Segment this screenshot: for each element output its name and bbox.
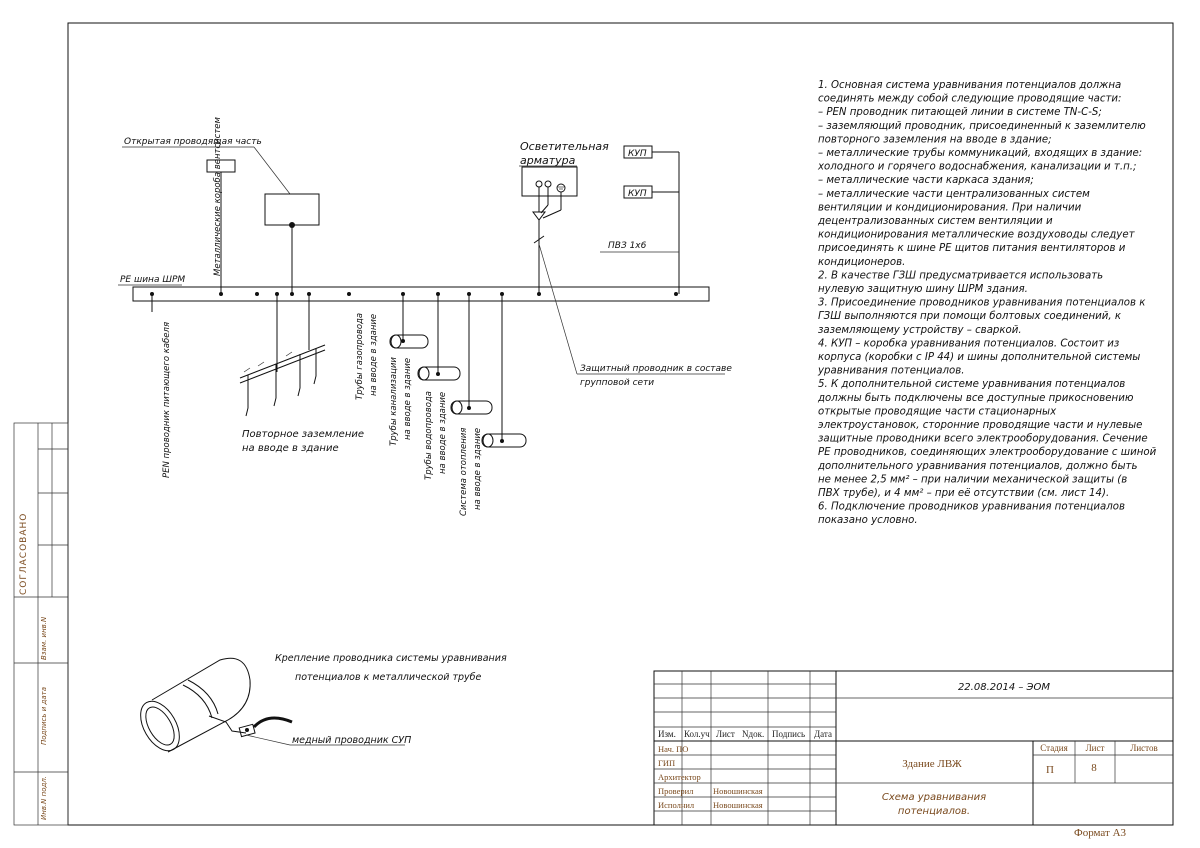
pipe-heating-label-2: на вводе в здание <box>473 427 483 510</box>
stage-value: П <box>1046 764 1054 776</box>
note-line: холодного и горячего водоснабжения, канализации и т.п.; <box>818 161 1137 173</box>
mount-title-2: потенциалов к металлической трубе <box>295 672 482 683</box>
hdr-sign: Подпись <box>772 729 806 739</box>
mount-detail <box>133 653 507 757</box>
lamp-label-2: арматура <box>520 154 576 167</box>
note-line: вентиляции и кондиционирования. При наличии <box>818 202 1082 214</box>
role-2: Архитектор <box>658 772 701 782</box>
hdr-sheet: Лист <box>716 729 735 739</box>
title-block <box>654 671 1173 825</box>
grounding-label-2: на вводе в здание <box>242 443 339 454</box>
note-line: 6. Подключение проводников уравнивания потенциалов <box>818 501 1125 513</box>
note-line: – металлические части каркаса здания; <box>818 175 1034 187</box>
sheet-title-2: потенциалов. <box>897 806 971 817</box>
role-3: Проверил <box>658 786 694 796</box>
name-3: Новошинская <box>713 786 763 796</box>
note-line: открытые проводящие части стационарных <box>818 406 1057 418</box>
pipe-heating <box>482 434 526 447</box>
role-0: Нач. ПО <box>658 744 689 754</box>
note-line: РЕ проводников, соединяющих электрооборудование с шиной <box>818 447 1157 459</box>
note-line: децентрализованных систем вентиляции и <box>818 216 1053 227</box>
note-line: – металлические части централизованных систем <box>818 188 1090 200</box>
left-strip <box>14 423 68 825</box>
inv-replace-label: Взам. инв.N <box>40 616 48 660</box>
inv-orig-label: Инв.N подл. <box>40 775 48 820</box>
agreed-label: СОГЛАСОВАНО <box>19 512 29 595</box>
note-line: 5. К дополнительной системе уравнивания потенциалов <box>818 379 1126 391</box>
role-4: Исполнил <box>658 800 695 810</box>
pipe-gas-label-2: на вводе в здание <box>369 313 379 396</box>
vent-label: Металлические короба вентсистем <box>213 117 223 276</box>
hdr-date: Дата <box>814 729 832 739</box>
open-part-label: Открытая проводящая часть <box>124 137 262 147</box>
note-line: корпуса (коробки с IP 44) и шины дополнительной системы <box>818 352 1141 363</box>
copper-label: медный проводник СУП <box>292 735 412 746</box>
note-line: должны быть подключены все доступные прикосновению <box>818 392 1134 404</box>
lamp-label-1: Осветительная <box>520 140 609 153</box>
sheet-value: 8 <box>1091 762 1097 774</box>
pe-bus-label: РЕ шина ШРМ <box>120 275 186 285</box>
cable-label: ПВЗ 1х6 <box>608 241 647 251</box>
sheet-title-1: Схема уравнивания <box>881 792 987 803</box>
pipe-water-label-1: Трубы водопровода <box>424 390 434 480</box>
open-part-box <box>265 194 319 225</box>
note-line: ГЗШ выполняются при помощи болтовых соединений, к <box>818 311 1122 323</box>
note-line: 4. КУП – коробка уравнивания потенциалов. Состоит из <box>818 338 1120 350</box>
note-line: присоединять к шине РЕ щитов питания вентиляторов и <box>818 243 1126 255</box>
building-name: Здание ЛВЖ <box>902 758 962 770</box>
note-line: – металлические трубы коммуникаций, входящих в здание: <box>818 148 1143 159</box>
note-line: дополнительного уравнивания потенциалов, должно быть <box>818 460 1138 472</box>
drawing-code: 22.08.2014 – ЭОМ <box>957 682 1051 693</box>
notes-block <box>817 80 1157 526</box>
note-line: кондиционирования металлические воздуховоды следует <box>818 229 1135 241</box>
note-line: уравнивания потенциалов. <box>818 365 965 377</box>
pipe-sewer-label-1: Трубы канализации <box>389 357 399 446</box>
mount-title-1: Крепление проводника системы уравнивания <box>275 653 507 664</box>
note-line: защитные проводники всего электрооборудования. Сечение <box>818 433 1148 445</box>
pen-label: PEN проводник питающего кабеля <box>162 321 172 478</box>
grounding-label-1: Повторное заземление <box>242 429 365 440</box>
note-line: соединять между собой следующие проводящие части: <box>818 93 1122 105</box>
kup-label-2: КУП <box>628 189 647 199</box>
stage-label: Стадия <box>1040 743 1068 753</box>
note-line: 1. Основная система уравнивания потенциалов должна <box>818 80 1122 91</box>
hdr-change: Изм. <box>658 729 676 739</box>
pipe-sewer-label-2: на вводе в здание <box>403 357 413 440</box>
note-line: ПВХ трубе), и 4 мм² – при её отсутствии (см. лист 14). <box>818 488 1110 499</box>
hdr-doc: Nдок. <box>742 729 765 739</box>
pipe-water <box>451 401 492 414</box>
note-line: кондиционеров. <box>818 256 906 268</box>
pipe-gas-label-1: Трубы газопровода <box>355 312 365 400</box>
note-line: повторного заземления на вводе в здание; <box>818 134 1052 146</box>
note-line: не менее 2,5 мм² – при наличии механической защиты (в <box>818 474 1128 486</box>
name-4: Новошинская <box>713 800 763 810</box>
note-line: показано условно. <box>818 515 918 527</box>
protective-label-1: Защитный проводник в составе <box>580 364 732 374</box>
note-line: заземляющему устройству – сваркой. <box>818 324 1022 336</box>
protective-label-2: групповой сети <box>580 378 655 388</box>
role-1: ГИП <box>658 758 676 768</box>
note-line: – PEN проводник питающей линии в системе TN-C-S; <box>818 107 1102 119</box>
note-line: нулевую защитную шину ШРМ здания. <box>818 284 1028 295</box>
hdr-count: Кол.уч <box>684 729 710 739</box>
sheet-label: Лист <box>1085 743 1105 753</box>
pen-junction-dot <box>150 292 154 296</box>
sign-date-label: Подпись и дата <box>40 687 48 745</box>
format-label: Формат А3 <box>1074 827 1127 839</box>
schematic <box>118 116 732 516</box>
note-line: – заземляющий проводник, присоединенный к заземлителю <box>818 120 1146 132</box>
kup-label-1: КУП <box>628 149 647 159</box>
pipe-gas <box>390 335 428 348</box>
pipe-heating-label-1: Система отопления <box>459 427 469 516</box>
note-line: 2. В качестве ГЗШ предусматривается использовать <box>818 270 1104 282</box>
note-line: электроустановок, сторонние проводящие части и нулевые <box>818 420 1143 431</box>
note-line: 3. Присоединение проводников уравнивания потенциалов к <box>818 297 1146 309</box>
sheets-label: Листов <box>1130 743 1158 753</box>
pipe-water-label-2: на вводе в здание <box>438 391 448 474</box>
